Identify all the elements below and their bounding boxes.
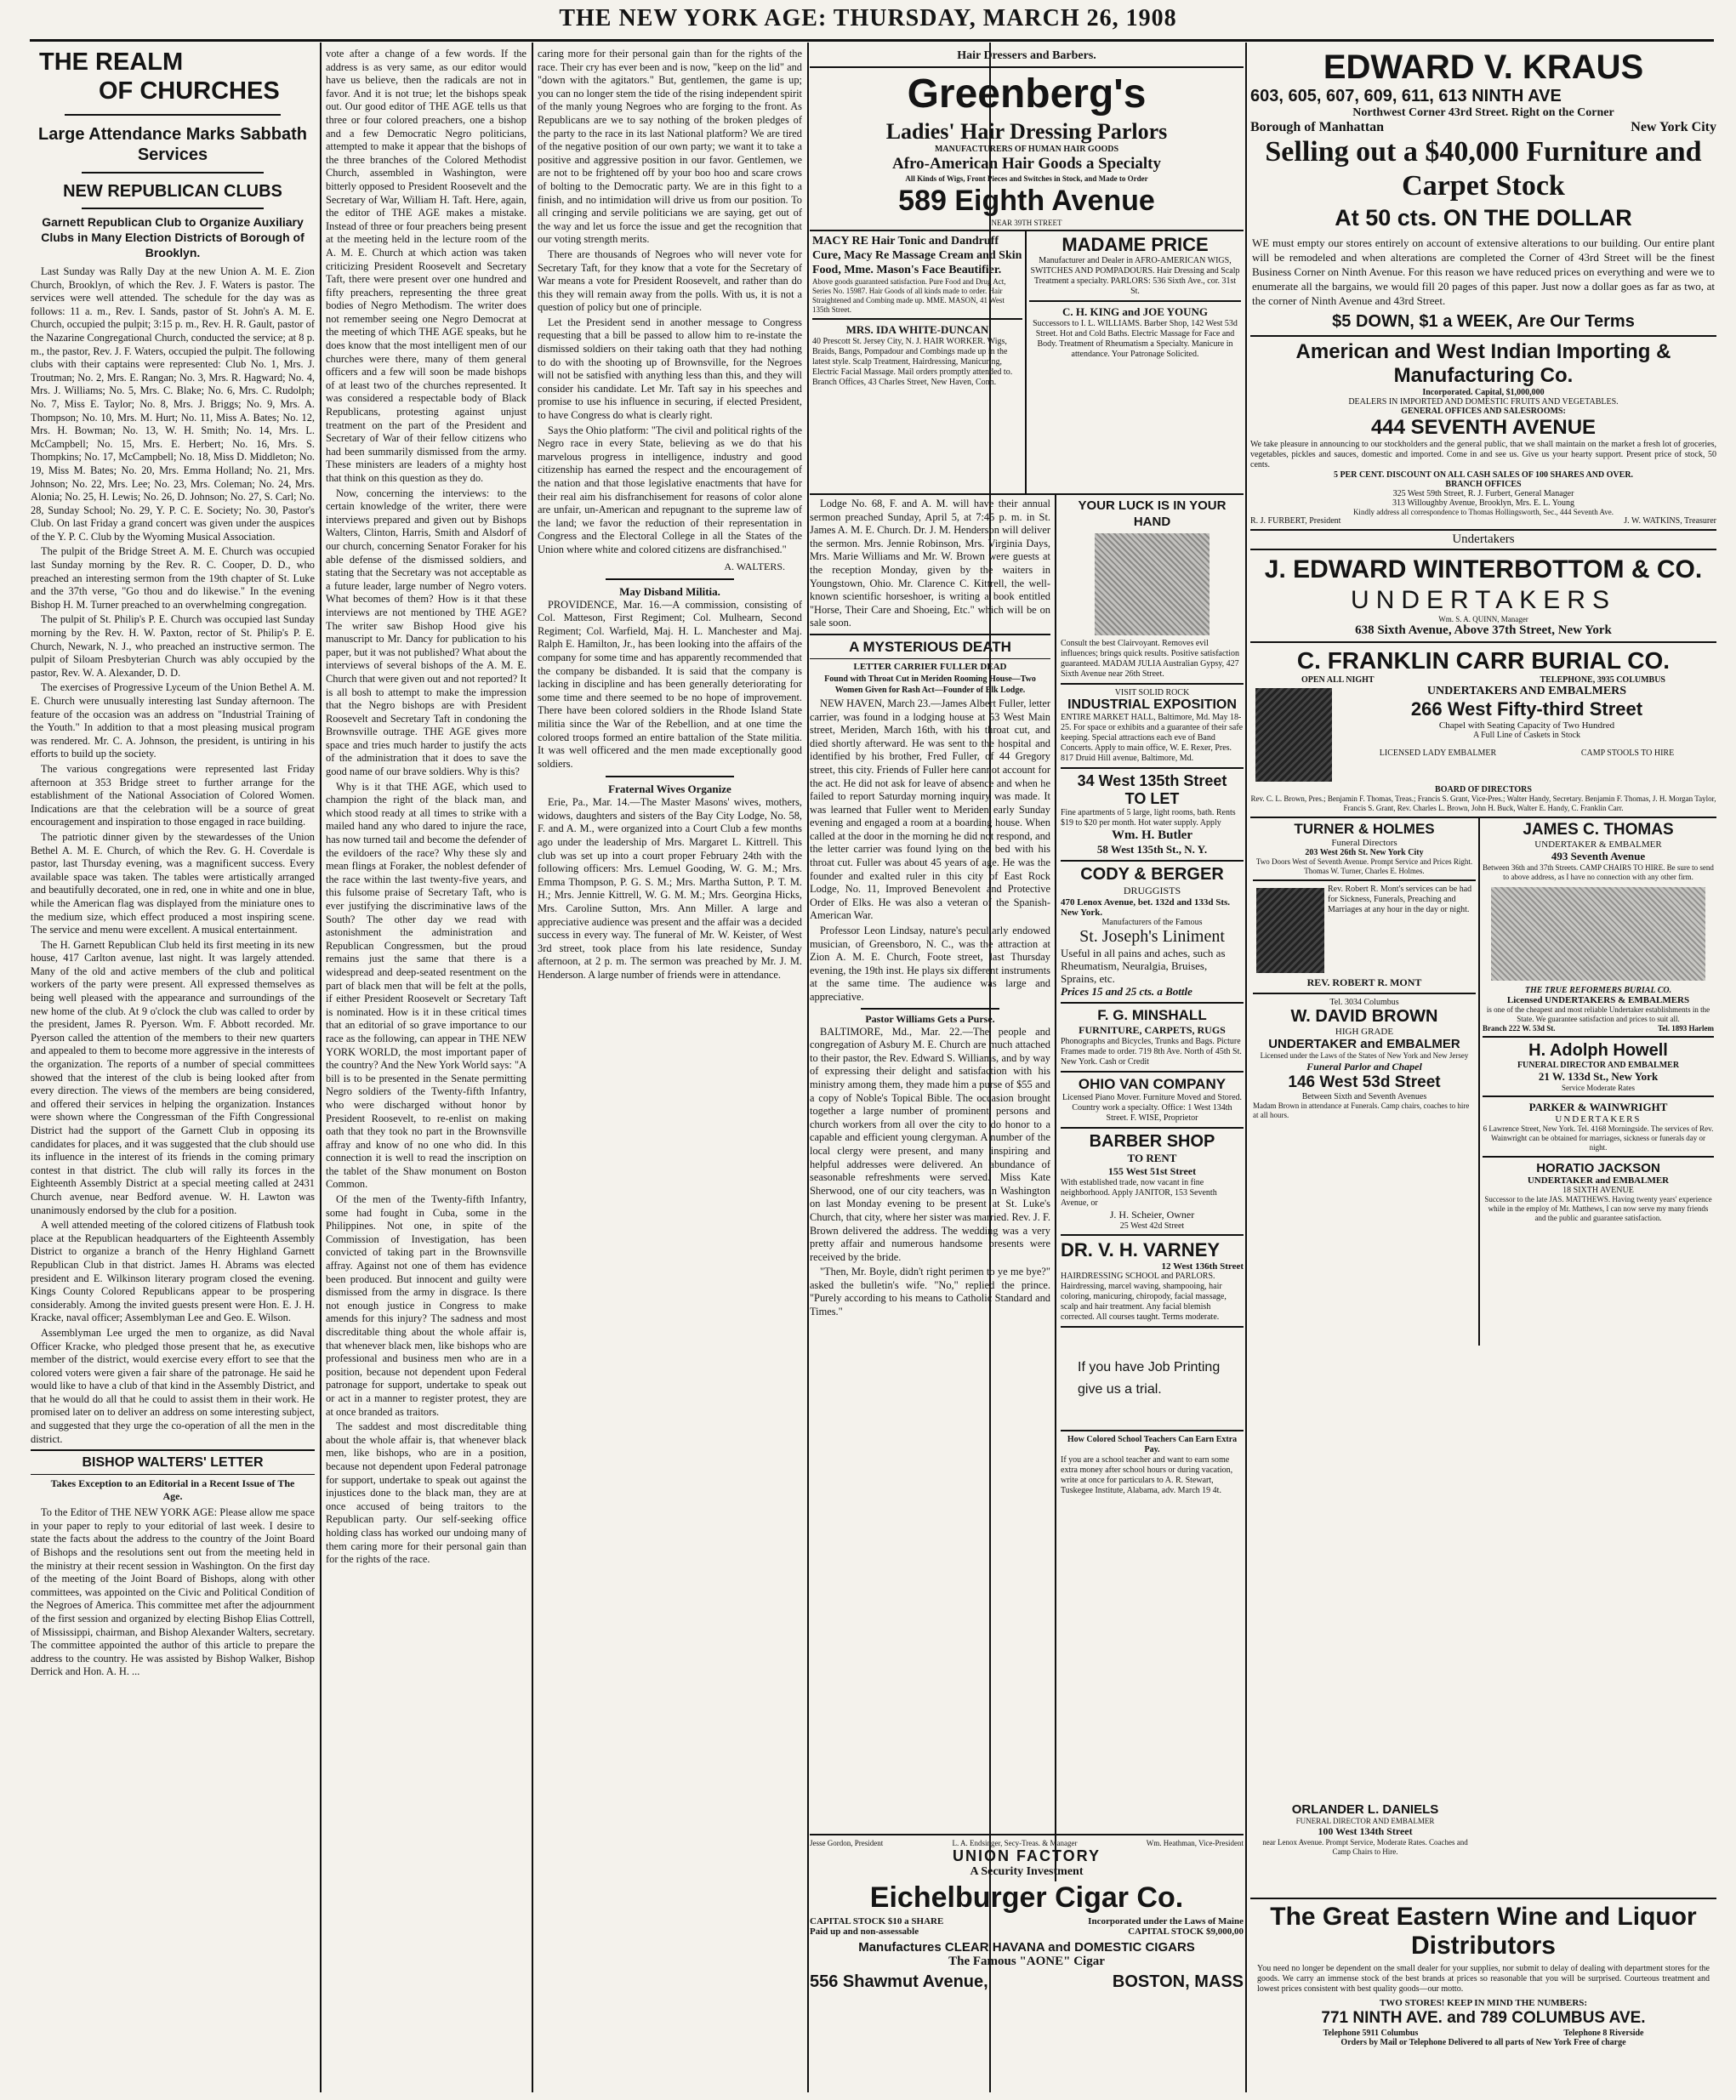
carr-address: 266 West Fifty-third Street: [1410, 698, 1643, 720]
greenberg-afro: Afro-American Hair Goods a Specialty: [892, 155, 1161, 173]
kraus-ad: [1250, 48, 1716, 337]
amer-text: We take pleasure in announcing to our stockholders and the general public, that we shall maintain on the market a fresh lot of groceries, vegetables, pickles and sauces, domestic and imported. Come in and see us. Give us your hearty support. Present price of stock, 50 cents.: [1250, 440, 1716, 470]
mystery-headline: A MYSTERIOUS DEATH: [849, 638, 1011, 655]
article-paragraph: Why is it that THE AGE, which used to champion the right of the black man, and which stood ready at all times to strike with a mailed hand any who dared to injure the race, has now turned tail and become the defender of the evildoers of the race? Why these sly and mean flings at Foraker, the noblest defender of the race within the last twenty-five years, and this fulsome praise of Secretary Taft, who is ever justifying the discriminative laws of the South? The other day we read with astonishment the administration and Republican Congressmen, but the proud remains just the same that there is a widespread and deep-seated resentment on the part of black men that will be felt at the polls, if either President Roosevelt or Secretary Taft is nominated. How is it in these critical times that an editorial of so grave importance to our race as the following, can appear in THE NEW YORK WORLD, the most important paper of the country? And the New York World says: "A bill is to be presented in the Senate permitting Negro soldiers of the Twenty-fifth Infantry, who were discharged without honor by President Roosevelt, to re-enlist on making oath that they took no part in the Brownsville affray and know of no one who did. In this connection it is well to read the inscription on the tablet of the Shaw monument on Boston Common.: [326, 780, 526, 1191]
brown-address: 146 West 53d Street: [1288, 1073, 1441, 1091]
daniels-text: near Lenox Avenue. Prompt Service, Moderate Rates. Coaches and Camp Chairs to Hire.: [1262, 1838, 1468, 1856]
divider: [1061, 1002, 1244, 1004]
palm-hand-image: [1095, 533, 1210, 635]
column-churches: [31, 48, 315, 2089]
kraus-text: WE must empty our stores entirely on account of extensive alterations to our building. Our entire plant will be remodeled and when alterations are completed the Corner of 43rd Street will be the finest Business Corner on Ninth Avenue. For this reason we have reduced prices on everything and were we to enumerate all the bargains, we would fill 20 pages of this paper. Just now a dollar goes as far as two, at the corner of Ninth Avenue and 43rd Street.: [1252, 236, 1715, 307]
article-paragraph: The saddest and most discreditable thing about the whole affair is, that whenever black men, like bishops, who are in a position, because not dependent upon Federal patronage for support, undertake to speak out against the injustices done to the black man, they are at once accused of being traitors to the Republican party. Our self-seeking office holding class has worked our undoing many of them caring more for their personal gain than for the rights of the race.: [326, 1420, 526, 1566]
militia-headline: May Disband Militia.: [619, 584, 720, 598]
ads-column-center: [1056, 495, 1244, 1881]
amer-title: American and West Indian Importing & Manufacturing Co.: [1295, 340, 1671, 387]
thomas-subtitle: UNDERTAKER & EMBALMER: [1534, 839, 1662, 850]
mystery-subhead: LETTER CARRIER FULLER DEAD: [853, 661, 1007, 672]
let-text: Fine apartments of 5 large, light rooms, bath. Rents $19 to $20 per month. Hot water supply. Apply: [1061, 808, 1236, 828]
howell-subtitle: FUNERAL DIRECTOR AND EMBALMER: [1517, 1061, 1680, 1070]
daniels-address: 100 West 134th Street: [1318, 1825, 1413, 1837]
price-title: MADAME PRICE: [1062, 234, 1209, 255]
minshall-subtitle: FURNITURE, CARPETS, RUGS: [1079, 1024, 1226, 1036]
barber-address: 155 West 51st Street: [1107, 1165, 1197, 1177]
wine-tel-2: Telephone 8 Riverside: [1563, 2029, 1644, 2038]
cody-product: St. Joseph's Liniment: [1079, 927, 1225, 946]
article-paragraph: Let the President send in another message to Congress requesting that a bill be passed to allow him to re-instate the dismissed soldiers on their taking oath that they had nothing to do with the shooting up of Brownsville, for the Negroes will not be satisfied with anything less than this, and they will consider his candidate. Let Mr. Taft say in his speeches and promise to use his influence in securing, if elected President, to have Congress do what is clearly right.: [538, 316, 802, 422]
carr-camp: CAMP STOOLS TO HIRE: [1580, 748, 1675, 758]
brown-note: Madam Brown in attendance at Funerals. Camp chairs, coaches to hire at all hours.: [1253, 1101, 1470, 1119]
article-paragraph: Erie, Pa., Mar. 14.—The Master Masons' wives, mothers, widows, daughters and sisters of the Bay City Lodge, No. 58, F. and A. M., were organized into a Court Club a few months ago under the leadership of Mrs. Margaret L. Kittrell. This club was set up into a court proper February 24th with the following officers: Mrs. Lemuel Gooding, W. G. M.; Mrs. Emma Thompson, P. G. S. M.; Mrs. Martha Sutton, P. T. M. H.; Mrs. Jennie Kittrell, W. G. M. M.; Mrs. Georgina Hicks, Mrs. Caroline Sutton, Mrs. Ann Miller. A large and appreciative audience was present and the affair was a decided success in every way. The funeral of Mr. W. Keister, of West 3rd street, took place from his late residence, Sunday afternoon, at 2 p. m. The sermon was preached by Mr. J. M. Henderson. A large number of friends were in attendance.: [538, 796, 802, 981]
mont-text: Rev. Robert R. Mont's services can be had for Sickness, Funerals, Preaching and Marriages at any hour in the day or night.: [1328, 885, 1472, 914]
price-text: Manufacturer and Dealer in AFRO-AMERICAN WIGS, SWITCHES AND POMPADOURS. Hair Dressing and Scalp Treatment a specialty. PARLORS: 536 Sixth Ave., cor. 31st St.: [1030, 256, 1240, 296]
column-politics: [538, 48, 802, 2089]
hair-ads-right: [1027, 231, 1244, 493]
masthead-rule: [30, 39, 1714, 42]
parker-text: 6 Lawrence Street, New York. Tel. 4168 Morningside. The services of Rev. Wainwright can be obtained for marriages, sickness or funerals day or night.: [1483, 1124, 1714, 1152]
wine-title: The Great Eastern Wine and Liquor Distributors: [1270, 1903, 1697, 1960]
article-paragraph: The exercises of Progressive Lyceum of the Union Bethel A. M. E. Church were unusually interesting last Sunday afternoon. The feature of the occasion was an address on "Industrial Training of the Youth." In addition to that a most pleasing musical program was rendered. Mr. C. A. Johnson, the president, is untiring in his efforts to build up the society.: [31, 681, 315, 760]
union-stock-row: [810, 1916, 1244, 1926]
hair-ads-left: [810, 231, 1027, 493]
burial-subtitle: Licensed UNDERTAKERS & EMBALMERS: [1506, 995, 1690, 1005]
carr-main: [1250, 685, 1716, 785]
union-famous: The Famous "AONE" Cigar: [948, 1955, 1105, 1968]
union-capital-2: Paid up and non-assessable: [810, 1926, 919, 1937]
kraus-borough: Borough of Manhattan: [1250, 120, 1385, 134]
let-address: 34 West 135th Street: [1077, 772, 1227, 789]
wine-ad: [1250, 1898, 1716, 2047]
divider: [1061, 1430, 1244, 1431]
divider: [1061, 1326, 1244, 1328]
carr-portrait: [1255, 688, 1332, 782]
cody-subtitle: DRUGGISTS: [1123, 885, 1181, 896]
expo-title: INDUSTRIAL EXPOSITION: [1067, 697, 1237, 712]
news-column-center: [810, 495, 1056, 1881]
let-name: Wm. H. Butler: [1112, 828, 1192, 842]
amer-discount: 5 PER CENT. DISCOUNT ON ALL CASH SALES OF 100 SHARES AND OVER.: [1333, 470, 1634, 480]
undertakers-grid: [1250, 818, 1716, 1346]
brown-between: Between Sixth and Seventh Avenues: [1301, 1092, 1427, 1101]
lindsay-text: Professor Leon Lindsay, nature's peculiarly endowed musician, of Greensboro, N. C., was the attraction at Zion A. M. E. Church, Foote street, last Thursday evening, the 19th inst. He plays six different instruments at the same time. The audience was large and appreciative.: [810, 925, 1050, 1003]
cody-address: 470 Lenox Avenue, bet. 132d and 133d Sts. New York.: [1061, 897, 1231, 918]
union-officers: [810, 1839, 1244, 1847]
union-capital: CAPITAL STOCK $10 a SHARE: [810, 1916, 944, 1926]
turner-title: TURNER & HOLMES: [1294, 821, 1435, 837]
amer-president: R. J. FURBERT, President: [1250, 516, 1341, 526]
carr-info: [1337, 685, 1716, 785]
howell-service: Service Moderate Rates: [1562, 1084, 1635, 1092]
let-title: TO LET: [1124, 790, 1180, 807]
article-paragraph: The various congregations were represented last Friday afternoon at 353 Bridge street to further arrange for the establishment of the National Association of Colored Women. Indications are that the celebration will be a source of great encouragement and inspiration to those engaged in race building.: [31, 762, 315, 828]
daniels-subtitle: FUNERAL DIRECTOR AND EMBALMER: [1295, 1817, 1435, 1825]
king-title: C. H. KING and JOE YOUNG: [1062, 305, 1209, 318]
kraus-selling: Selling out a $40,000 Furniture and Carpet Stock: [1265, 136, 1702, 202]
union-subtitle: A Security Investment: [970, 1865, 1084, 1878]
divider: [810, 634, 1050, 635]
brown-grade: HIGH GRADE: [1335, 1027, 1394, 1037]
thomas-text: Between 36th and 37th Streets. CAMP CHAIRS TO HIRE. Be sure to send to above address, as I have no connection with any other firm.: [1483, 863, 1714, 881]
mont-portrait: [1256, 888, 1324, 973]
greenberg-name: Greenberg's: [907, 71, 1147, 117]
barber-name: J. H. Scheier, Owner: [1109, 1209, 1195, 1221]
article-paragraph: Now, concerning the interviews: to the certain knowledge of the writer, there were interviews prepared and given out by Bishops Walters, Clinton, Harris, Smith and Alsdorf of our church, concerning Senator Foraker for his able defense of the dismissed soldiers, and stating that the Secretary was not acceptable as a future leader, large number of Negro voters. What becomes of them? How is it that these interviews are not mentioned by THE AGE? The writer saw Bishop Hood give his manuscript to Mr. Dancy for publication to his paper, but it was not published? What about the interviews of several bishops of the A. M. E. Church that were given out and not reported? It is all bosh to attempt to make the impression that the Negro bishops are with President Roosevelt and Secretary Taft in condoning the Brownsville outrage. THE AGE gives more space and tries much harder to justify the acts of the administration that it does to save the good name of our brave soldiers. Why is this?: [326, 487, 526, 778]
barber-subtitle: TO RENT: [1127, 1152, 1177, 1164]
thomas-address: 493 Seventh Avenue: [1551, 850, 1646, 862]
union-company: Eichelburger Cigar Co.: [869, 1881, 1184, 1914]
parker-subtitle: UNDERTAKERS: [1555, 1114, 1642, 1124]
divider: [810, 66, 1244, 68]
brown-funeral: Funeral Parlor and Chapel: [1306, 1061, 1422, 1073]
article-paragraph: Last Sunday was Rally Day at the new Union A. M. E. Zion Church, Brooklyn, of which the Rev. J. F. Waters is pastor. The services were well attended. The schedule for the day was as follows: 11 a. m., Rev. I. Sands, pastor of St. John's A. M. E. Church, occupied the pulpit; 3:15 p. m., Rev. H. R. Gault, pastor of the Nazarine Congregational Church, conducted the service; at 8 p. m., the pastor, Rev. J. F. Waters, occupied the pulpit. The following clubs with their captains were represented: Club No. 1, Mrs. J. Troutman; No. 2, Mrs. E. Rangan; No. 3, Mrs. R. Hagward; No. 4, Mrs. J. Williams; No. 5, Mrs. C. Blake; No. 6, Mrs. C. Rudolph; No. 7, Miss E. Taylor; No. 8, Mrs. J. Briggs; No. 9, Mrs. A. Thompson; No. 10, Mrs. M. Hurt; No. 11, Miss A. Bates; No. 12, Mrs. H. Bowman; No. 13, W. H. Smith; No. 14, Mrs. L. McCampbell; No. 15, Mrs. E. Herbert; No. 16, Mrs. S. Thompkins; No. 17, McCampbell; No. 18, Miss D. Middleton; No. 19, Miss M. Bates; No. 20, Mrs. Emma Holland; No. 21, Mrs. Johnson; No. 22, Mrs. Lee; No. 23, Mrs. Coleman; No. 24, Mrs. Alonia; No. 25, H. Lewis; No. 26, D. Johnson; No. 27, S. Carl; No. 28, Sunday School; No. 29, Y. P. C. E. Society; No. 30, Pastor's Club. On last Friday a grand concert was given under the auspices of the Y. P. C. Club by the Wyoming Musical Association.: [31, 265, 315, 543]
carr-ad: [1250, 643, 1716, 818]
winterbottom-ad: [1250, 550, 1716, 643]
article-paragraph: Says the Ohio platform: "The civil and political rights of the Negro race in every State, believing as we do that his marvelous progress in intelligence, industry and good citizenship has earned the respect and the encouragement of the nation and that those legislative enactments that have for their real aim his disfranchisement for reasons of color alone are unfair, un-American and repugnant to the supreme law of the land; we favor the reduction of their representation in Congress and the Electoral College in all the States of the Union where white and colored citizens are disfranchised.": [538, 424, 802, 555]
ohio-text: Licensed Piano Mover. Furniture Moved and Stored. Country work a specialty. Office: 1 West 134th Street. F. WISE, Proprietor: [1062, 1093, 1243, 1123]
cody-mfr: Manufacturers of the Famous: [1101, 918, 1203, 927]
let-name-2: 58 West 135th St., N. Y.: [1096, 843, 1208, 856]
parker-title: PARKER & WAINWRIGHT: [1528, 1101, 1668, 1113]
section-title-hair: Hair Dressers and Barbers.: [957, 49, 1096, 62]
column-walters-letter: [326, 48, 526, 2089]
expo-text: ENTIRE MARKET HALL, Baltimore, Md. May 18-25. For space or exhibits and a guarantee of their safe keeping. Special attractions each eve of Band Concerts. Apply to main office, W. E. Rexer, Pres. 817 Druid Hill avenue, Baltimore, Md.: [1061, 713, 1244, 763]
kraus-title: EDWARD V. KRAUS: [1323, 48, 1644, 86]
amer-branch-3: Kindly address all correspondence to Thomas Hollingsworth, Sec., 444 Seventh Ave.: [1352, 508, 1614, 516]
divider: [31, 1474, 315, 1475]
kraus-corner: Northwest Corner 43rd Street. Right on the Corner: [1352, 106, 1614, 119]
amer-branch-2: 313 Willoughby Avenue, Brooklyn, Mrs. E. L. Young: [1392, 498, 1574, 508]
union-inc-2: CAPITAL STOCK $9,000,00: [1128, 1926, 1244, 1937]
carr-subtitle: UNDERTAKERS AND EMBALMERS: [1426, 685, 1627, 697]
greenberg-address: 589 Eighth Avenue: [898, 185, 1155, 217]
amer-treasurer: J. W. WATKINS, Treasurer: [1624, 516, 1716, 526]
divider: [1061, 1071, 1244, 1073]
minshall-title: F. G. MINSHALL: [1097, 1007, 1207, 1023]
divider: [1253, 879, 1476, 881]
article-paragraph: PROVIDENCE, Mar. 16.—A commission, consisting of Col. Matteson, First Regiment; Col. Mulhearn, Second Regiment; Col. Warfield, Maj. H. L. Manchester and Maj. Ralph E. Hamilton, Jr., has been looking into the affairs of the company for some time and has apparently recommended that the company be disbanded. It is said that the company is lacking in discipline and has been generally deteriorating for some time and there seemed to be no hope of improvement. There have been colored soldiers in the Rhode Island State militia since the War of the Rebellion, and at one time the colored troops formed an entire battalion of the State militia. It was well officered and the men made exceptionally good soldiers.: [538, 598, 802, 770]
article-paragraph: Of the men of the Twenty-fifth Infantry, some had fought in Cuba, some in the Philippines. Not one, in spite of the Commission of Investigation, has been convicted of taking part in the Brownsville affray. Against not one of them has evidence been produced. But innocent and guilty were dismissed from the army in disgrace. Is there not enough justice in Congress to make amends for this injury? The sadness and most discreditable thing about the whole affair is, that whenever black men, like bishops who are professional and business men who are in a position, because not dependent upon Federal patronage for support, undertake to speak out or act in a manner to register protest, they are at once branded as traitors.: [326, 1193, 526, 1418]
varney-title: DR. V. H. VARNEY: [1061, 1239, 1221, 1261]
burial-tel: Tel. 1893 Harlem: [1658, 1024, 1714, 1033]
carr-title: C. FRANKLIN CARR BURIAL CO.: [1296, 647, 1671, 674]
wine-stores: TWO STORES! KEEP IN MIND THE NUMBERS:: [1379, 1998, 1588, 2008]
article-paragraph: Assemblyman Lee urged the men to organize, as did Naval Officer Kracke, who pledged those present that he, as executive member of the district, would exercise every effort to see that the colored voters were given a fair share of the patronage. He said he would like to have a club of that kind in the Assembly District, and that he would do all that he could to assist them in their work. He promised later on to deliver an address on some interesting subject, and suggested that they urge the co-operation of all the men in the district.: [31, 1326, 315, 1445]
union-city: BOSTON, MASS: [1112, 1972, 1244, 1991]
howell-address: 21 W. 133d St., New York: [1538, 1070, 1659, 1083]
kraus-fifty-cents: At 50 cts. ON THE DOLLAR: [1335, 205, 1632, 230]
greenberg-small: All Kinds of Wigs, Front Pieces and Switches in Stock, and Made to Order: [905, 174, 1148, 183]
turner-subtitle: Funeral Directors: [1331, 838, 1397, 848]
divider: [812, 318, 1022, 320]
luck-title: YOUR LUCK IS IN YOUR HAND: [1078, 498, 1227, 529]
howell-title: H. Adolph Howell: [1528, 1041, 1668, 1060]
union-officer-1: Jesse Gordon, President: [810, 1839, 884, 1847]
masthead: THE NEW YORK AGE: THURSDAY, MARCH 26, 1908: [559, 5, 1177, 31]
pastor-headline: Pastor Williams Gets a Purse.: [865, 1012, 995, 1025]
signature: A. WALTERS.: [724, 560, 785, 572]
headline-realm: THE REALM: [39, 48, 184, 76]
amer-inc: Incorporated. Capital, $1,000,000: [1422, 388, 1545, 397]
king-text: Successors to I. L. WILLIAMS. Barber Shop, 142 West 53d Street. Hot and Cold Baths. Electric Massage for Face and Body. Treatment of Rheumatism a Specialty. Manicure in attendance. Your Patronage Solicited.: [1033, 319, 1238, 359]
greenberg-subtitle: Ladies' Hair Dressing Parlors: [885, 119, 1168, 144]
carr-directors: Rev. C. L. Brown, Pres.; Benjamin F. Thomas, Treas.; Francis S. Grant, Vice-Pres.; Walter Handy, Secretary. Benjamin F. Thomas, J. H. Morgan Taylor, Francis S. Grant, Rev. Charles L. Brown, John H. Buck, Walter E. Handy, C. Franklin Carr.: [1250, 794, 1716, 812]
union-mfr: Manufactures CLEAR HAVANA and DOMESTIC CIGARS: [858, 1940, 1195, 1955]
column-rule-5: [1245, 43, 1247, 2092]
greenberg-ad: [810, 70, 1244, 231]
teacher-text: If you are a school teacher and want to earn some extra money after school hours or during vacation, write at once for particulars to A. R. Stewart, Tuskegee Institute, Alabama, adv. March 19 4t.: [1061, 1455, 1233, 1495]
carr-chapel: Chapel with Seating Capacity of Two Hundred: [1438, 720, 1615, 731]
varney-address: 12 West 136th Street: [1161, 1261, 1244, 1272]
union-title: UNION FACTORY: [952, 1847, 1101, 1864]
amer-officers: [1250, 516, 1716, 526]
article-paragraph: vote after a change of a few words. If the address is as very same, as our editor would have us believe, then the radicals are not in favor. And it is not true; let the bishops speak out. Our good editor of THE AGE tells us that three or four colored preachers, one a bishop and a few Democratic Negro politicians, attempted to make it appear that the bishops of the three branches of the Colored Methodist Church, assembled in Washington, were bitterly opposed to President Roosevelt and the Secretary of War, William H. Taft. Here, again, the editor of THE AGE makes a mistake. Instead of three or four preachers being present at the meeting held in the lecture room of the A. M. E. Church at which action was taken criticizing President Roosevelt and Secretary Taft, there were present over one hundred and fifty preachers, representing the three great bodies of Negro Methodism. The writer does not remember seeing one Negro Democrat at the meeting of which THE AGE speaks, but he does know that the most intelligent men of our churches were there, many of them general officers and a few will soon be made bishops of at least two of the churches represented. It was considered a respectable body of Black Republicans, protesting against unjust treatment on the part of the President and Secretary of War of their fellow citizens who had been summarily dismissed from the army. These ministers are leaders of a mighty host that think on this question as they do.: [326, 48, 526, 484]
rhyme-text: "Then, Mr. Boyle, didn't right perimen to ye me bye?" asked the bulletin's wife. "No," replied the prince. "Purely according to his means to Catholic Standard and Times.": [810, 1266, 1050, 1318]
wine-text: You need no longer be dependent on the small dealer for your supplies, nor submit to delay of dealing with department stores for the goods. We carry an immense stock of the best brands at prices so reasonable that you will be surprised. Courteous treatment and lowest prices consistent with best quality goods—our motto.: [1257, 1964, 1710, 1994]
turner-address: 203 West 26th St. New York City: [1305, 848, 1424, 857]
undertakers-grid-right: [1480, 818, 1716, 1346]
union-officer-3: Wm. Heathman, Vice-President: [1146, 1839, 1244, 1847]
divider: [1061, 1127, 1244, 1129]
thomas-title: JAMES C. THOMAS: [1523, 821, 1674, 839]
wine-address: 771 NINTH AVE. and 789 COLUMBUS AVE.: [1321, 2009, 1646, 2027]
ads-hair-barbers: [810, 48, 1244, 2089]
wine-orders: Orders by Mail or Telephone Delivered to all parts of New York Free of charge: [1340, 2038, 1626, 2047]
kraus-address: 603, 605, 607, 609, 611, 613 NINTH AVE: [1250, 87, 1562, 105]
column-rule-3: [807, 43, 809, 2092]
divider: [861, 1008, 999, 1010]
divider: [1483, 1156, 1714, 1158]
hair-ads-row: [810, 231, 1244, 495]
article-paragraph: The patriotic dinner given by the stewardesses of the Union Bethel A. M. E. Church, of which the Rev. G. H. Coverdale is pastor, last Thursday evening, was a magnificent success. Every available space was taken. The tables were artistically arranged and beautifully decorated, one in red, one in white and one in blue, while the American flag was displayed from the miniature ones to the medium size, which effect produced a most inspiring scene. The service and menu were excellent. A musical entertainment.: [31, 830, 315, 936]
mont-title: REV. ROBERT R. MONT: [1306, 976, 1422, 988]
winterbottom-subtitle: UNDERTAKERS: [1351, 586, 1616, 614]
carr-licensed: LICENSED LADY EMBALMER: [1379, 748, 1497, 758]
jackson-title: HORATIO JACKSON: [1536, 1161, 1660, 1175]
divider: [82, 208, 264, 209]
pastor-text: BALTIMORE, Md., Mar. 22.—The people and congregation of Asbury M. E. Church are much attached to their pastor, the Rev. Edward S. Williams, and by way of expressing their delight and satisfaction with his ministry among them, they made him a purse of $55 and a copy of Noble's Topical Bible. The occasion brought together a large number of prominent persons and church workers from all over the city to do honor to a capable and efficient young clergyman. A number of the local clergy were present, and many inspiring and helpful addresses were delivered. An abundance of seasonable refreshments were served. Miss Kate Sherwood, one of our city teachers, was in Washington on last Monday evening to be present at St. Luke's Church, that city, where her sister was married. Rev. J. F. Brown delivered the address. The wedding was a very pretty affair and numerous handsome presents were received by the bride.: [810, 1025, 1050, 1263]
mystery-subhead-2: Found with Throat Cut in Meriden Rooming House—Two Women Given for Rash Act—Founder of Elk Lodge.: [824, 674, 1036, 695]
carr-licensed-row: [1337, 748, 1716, 758]
minshall-text: Phonographs and Bicycles, Trunks and Bags. Picture Frames made to order. 719 8th Ave. North of 45th St. New York. Cash or Credit: [1061, 1037, 1242, 1067]
union-address-row: [810, 1972, 1244, 1992]
article-paragraph: A well attended meeting of the colored citizens of Flatbush took place at the Republican headquarters of the Eighteenth Assembly District to organize a branch of the Henry Highland Garnett Republican Club in that district. James H. Abrams was elected president and E. Wilkinson literary program closed the evening. Kings County Colored Republicans appear to be prospering considerably. Among the invited guests present were Hon. E. J. H. Kracke, naval officer; Assemblyman Lee and Geo. E. Wilson.: [31, 1219, 315, 1324]
middle-ads-row: [810, 495, 1244, 1881]
cody-use: Useful in all pains and aches, such as Rheumatism, Neuralgia, Bruises, Sprains, etc.: [1061, 947, 1226, 985]
headline-churches: OF CHURCHES: [99, 77, 280, 105]
article-paragraph: The pulpit of St. Philip's P. E. Church was occupied last Sunday morning by the Rev. H. W. Paxton, rector of St. Philip's P. E. Church, Newark, N. J., who preached an instructive sermon. The pulpit of Siloam Presbyterian Church was ably occupied by the pastor, Rev. W. A. Alexander, D. D.: [31, 613, 315, 679]
letter-text: To the Editor of THE NEW YORK AGE: Please allow me space in your paper to reply to your editorial of last week. I desire to state the facts about the address to the country of the Joint Board of Bishops and the resolutions sent out from the meeting held in the ministry at their recent session in Washington. On the first day of the meeting of the Joint Board of Bishops, along with other committees, was appointed on the Civic and Political Condition of the Negroes of America. This committee met after the adjournment of the first session and organized by electing Bishop Elias Cottrell, of Mississippi, chairman, and Bishop Alexander Walters, secretary. The committee appointed the author of this article to prepare the address to the country. He was assisted by Bishop Walker, Bishop Derrick and Hon. A. H. ...: [31, 1506, 315, 1678]
carr-directors-head: BOARD OF DIRECTORS: [1435, 785, 1532, 794]
jackson-text: Successor to the late JAS. MATTHEWS. Having twenty years' experience while in the employ of Mr. Matthews, I can now serve my many friends and the public and guarantee satisfaction.: [1484, 1195, 1712, 1222]
divider: [65, 114, 281, 116]
column-rule-1: [320, 43, 322, 2092]
divider: [1061, 860, 1244, 862]
duncan-title: MRS. IDA WHITE-DUNCAN: [845, 323, 989, 336]
undertakers-grid-left: [1250, 818, 1480, 1346]
brown-subtitle: UNDERTAKER and EMBALMER: [1268, 1037, 1460, 1051]
winterbottom-address: 638 Sixth Avenue, Above 37th Street, New York: [1355, 623, 1612, 637]
turner-text: Two Doors West of Seventh Avenue. Prompt Service and Prices Right. Thomas W. Turner, Charles E. Holmes.: [1255, 857, 1473, 875]
ohio-title: OHIO VAN COMPANY: [1078, 1076, 1227, 1092]
expo-visit: VISIT SOLID ROCK: [1114, 688, 1190, 697]
divider: [1061, 1234, 1244, 1236]
article-paragraph: The H. Garnett Republican Club held its first meeting in its new house, 417 Carlton avenue, last night. It was largely attended. Many of the old and active members of the club and political workers of the party were present. All expressed themselves as being well pleased with the appearance and surroundings of the new home of the club. At 9 o'clock the club was called to order by the president, James R. Pyerson. Wm. F. Abbott recorded. Mr. Pyerson called the attention of the members to their new quarters and appealed to them to become more aggressive in the interests of the organization. The reports of a number of special committees showed that the interest of the club is being looked after from every direction. The views of the members are being considered, and offered their services in helping the organization. Instances were shown where the Congressman of the Fifth Congressional District had the support of the Garnett Club in opposing its candidates for places, and it was suggested that the club should use its influence in the interest of its friends in the coming primary contest in that district. The club will rally its forces in the Eighteenth Assembly District at a special meeting called at 2431 Church avenue, near Bedford avenue. W. H. Lawton was unanimously endorsed by the club for a position.: [31, 938, 315, 1216]
amer-dealers: DEALERS IN IMPORTED AND DOMESTIC FRUITS AND VEGETABLES.: [1348, 397, 1619, 407]
divider: [1029, 300, 1241, 302]
barber-title: BARBER SHOP: [1089, 1132, 1215, 1151]
undertakers-section: Undertakers: [1250, 531, 1716, 550]
macy-text: Above goods guaranteed satisfaction. Pure Food and Drug Act, Series No. 15987. Hair Goods of all kinds made to order. Hair Straightened and Combing made up. MME. MASON, 41 West 135th Street.: [812, 277, 1006, 314]
divider: [31, 1449, 315, 1451]
burial-branch-row: [1483, 1024, 1714, 1033]
kraus-boro-row: [1250, 120, 1716, 135]
union-address: 556 Shawmut Avenue,: [810, 1972, 988, 1991]
barber-text: With established trade, now vacant in fine neighborhood. Apply JANITOR, 153 Seventh Avenue, or: [1061, 1178, 1217, 1208]
carr-night-row: [1250, 675, 1716, 685]
duncan-text: 40 Prescott St. Jersey City, N. J. HAIR WORKER. Wigs, Braids, Bangs, Pompadour and Combings made up in the latest style. Scalp Treatment, Hairdressing, Manicuring, Electric Facial Massage. Mail orders promptly attended to. Branch Offices, 43 Charles Street, New Haven, Conn.: [812, 337, 1013, 387]
wine-tel-row: [1250, 2029, 1716, 2038]
winterbottom-manager: Wm. S. A. QUINN, Manager: [1438, 615, 1528, 623]
daniels-ad: [1250, 1800, 1480, 1859]
carr-open: OPEN ALL NIGHT: [1301, 675, 1375, 685]
brown-text: Licensed under the Laws of the States of New York and New Jersey: [1260, 1051, 1469, 1060]
cody-title: CODY & BERGER: [1080, 865, 1224, 884]
cody-price: Prices 15 and 25 cts. a Bottle: [1061, 985, 1192, 998]
fraternal-headline: Fraternal Wives Organize: [608, 783, 731, 796]
mystery-text: NEW HAVEN, March 23.—James Albert Fuller, letter carrier, was found in a lodging house at 53 West Main street, Meriden, March 16th, with his throat cut, and died shortly afterward. He was sent to the hospital and identified by his brother, Fred Fuller, of 44 Gregory street, this city. Friends of Fuller here cannot account for the act. He did not ask for leave of absence and when he failed to report Saturday morning inquiry was made. It was learned that Fuller went to Meriden early Sunday evening and engaged a room at a boarding house. When called at the door in the morning he did not respond, and the letter carrier was found lying on the bed with his throat cut. Fuller was about 45 years of age. He was the founder and exalted ruler in this city of East Rock Lodge, No. 11, Improved Benevolent and Protective Order of Elks. He was also a veteran of the Spanish-American War.: [810, 697, 1050, 922]
amer-general: GENERAL OFFICES AND SALESROOMS:: [1401, 407, 1566, 416]
greenberg-mfr: MANUFACTURERS OF HUMAN HAIR GOODS: [934, 145, 1119, 154]
burial-title: THE TRUE REFORMERS BURIAL CO.: [1524, 986, 1672, 995]
divider: [606, 578, 734, 580]
macy-title: MACY RE Hair Tonic and Dandruff Cure, Macy Re Massage Cream and Skin Food, Mme. Mason's Face Beautifier.: [812, 235, 1022, 276]
lodge-text: Lodge No. 68, F. and A. M. will have their annual sermon preached Sunday, April 5, at 7:45 p. m. in St. James A. M. E. Church. Dr. J. M. Henderson will deliver the sermon. Mrs. Jennie Robinson, Mrs. Virginia Days, Mrs. Marie Williams and Mr. W. Brown were guests at the reception Monday, given by the waiters in Youngstown, Ohio. Mr. Clarence C. Kittrell, the well-known scientific horseshoer, is writing a book entitled "Horse, Their Care and Shoeing, Etc." which will be on sale soon.: [810, 498, 1050, 629]
kraus-terms: $5 DOWN, $1 a WEEK, Are Our Terms: [1332, 312, 1635, 331]
wine-tel: Telephone 5911 Columbus: [1323, 2029, 1419, 2038]
divider: [82, 172, 264, 174]
american-west-indian-ad: [1250, 337, 1716, 531]
jackson-address: 18 SIXTH AVENUE: [1562, 1186, 1634, 1195]
luck-text: Consult the best Clairvoyant. Removes evil influences; brings quick results. Positive satisfaction guaranteed. MADAM JULIA Australian Gypsy, 427 Sixth Avenue near 26th Street.: [1061, 639, 1239, 679]
amer-branch: BRANCH OFFICES: [1445, 480, 1522, 489]
kraus-city: New York City: [1631, 120, 1716, 134]
letter-subhead: Takes Exception to an Editorial in a Recent Issue of The Age.: [50, 1477, 295, 1503]
teacher-headline: How Colored School Teachers Can Earn Extra Pay.: [1067, 1435, 1238, 1454]
subhead-republican-clubs: NEW REPUBLICAN CLUBS: [63, 182, 282, 201]
varney-text: HAIRDRESSING SCHOOL and PARLORS. Hairdressing, marcel waving, shampooing, hair coloring, manicuring, chiropody, facial massage, scalp and hair treatment. Any facial blemish corrected. All courses taught. Terms moderate.: [1061, 1272, 1227, 1322]
union-stock-row-2: [810, 1926, 1244, 1937]
column-rule-2: [532, 43, 533, 2092]
letter-headline: BISHOP WALTERS' LETTER: [82, 1455, 264, 1471]
article-paragraph: The pulpit of the Bridge Street A. M. E. Church was occupied last Sunday morning by the Rev. R. C. Cooper, D. D., who preached an interesting sermon from the 19th chapter of St. Luke and the 37th verse, "Go thou and do likewise." In the evening Bishop H. M. Turner preached to an overwhelming congregation.: [31, 545, 315, 611]
amer-address: 444 SEVENTH AVENUE: [1370, 416, 1597, 439]
greenberg-near: NEAR 39TH STREET: [991, 219, 1062, 227]
divider: [1061, 767, 1244, 769]
divider: [606, 776, 734, 777]
carr-caskets: A Full Line of Caskets in Stock: [1472, 731, 1581, 740]
brown-tel: Tel. 3034 Columbus: [1329, 998, 1399, 1007]
union-factory-ad: [810, 1834, 1244, 2080]
article-paragraph: There are thousands of Negroes who will never vote for Secretary Taft, for they know that a vote for the Secretary of War means a vote for President Roosevelt, and rather than do this they will remain away from the polls. With us, it is not a question of policy but one of principle.: [538, 248, 802, 314]
divider: [1061, 683, 1244, 685]
job-printing-text: If you have Job Printing give us a trial.: [1078, 1360, 1221, 1397]
carr-telephone: TELEPHONE, 3935 COLUMBUS: [1540, 675, 1665, 685]
amer-branch-1: 325 West 59th Street, R. J. Furbert, General Manager: [1392, 489, 1574, 498]
daniels-title: ORLANDER L. DANIELS: [1291, 1802, 1439, 1817]
jackson-subtitle: UNDERTAKER and EMBALMER: [1527, 1175, 1670, 1186]
burial-branch: Branch 222 W. 53d St.: [1483, 1024, 1556, 1033]
divider: [1483, 1096, 1714, 1097]
ads-kraus-undertakers: [1250, 48, 1716, 2089]
union-officer-2: L. A. Endsinger, Secy-Treas. & Manager: [952, 1839, 1078, 1847]
divider: [1253, 993, 1476, 994]
divider: [1483, 1036, 1714, 1038]
subhead-garnett: Garnett Republican Club to Organize Auxiliary Clubs in Many Election Districts of Borough of Brooklyn.: [41, 215, 305, 259]
subhead-attendance: Large Attendance Marks Sabbath Services: [37, 125, 307, 164]
article-paragraph: caring more for their personal gain than for the rights of the race. Their cry has ever been and is now, "keep on the lid" and "down with the agitators." But, gentlemen, the game is up; you can no longer stem the tide of the rising independent spirit of the manly young Negroes who are forging to the front. As Republicans are we to say nothing of the broken pledges of the party to the race in its last National platform? We are tired of the negative position of our own party; we want it to take a positive and aggressive position in our favor. Gentlemen, we are not to be frightened off by your boo hoo and scare crows of bolting to the Democratic party. We are in this fight to a finish, and no intimidation will drive us from our position. To all cringing and servile politicians we are saying, get out of the way and let us force the issue and get the recognition that our voting strength merits.: [538, 48, 802, 246]
barber-name-2: 25 West 42d Street: [1119, 1221, 1185, 1231]
burial-text: is one of the cheapest and most reliable Undertaker establishments in the State. We guarantee satisfaction and prices to suit all.: [1486, 1005, 1710, 1023]
winterbottom-title: J. EDWARD WINTERBOTTOM & CO.: [1264, 555, 1703, 583]
hearse-image: [1491, 887, 1705, 981]
brown-title: W. DAVID BROWN: [1290, 1007, 1438, 1026]
union-inc: Incorporated under the Laws of Maine: [1088, 1916, 1244, 1926]
divider: [810, 658, 1050, 659]
